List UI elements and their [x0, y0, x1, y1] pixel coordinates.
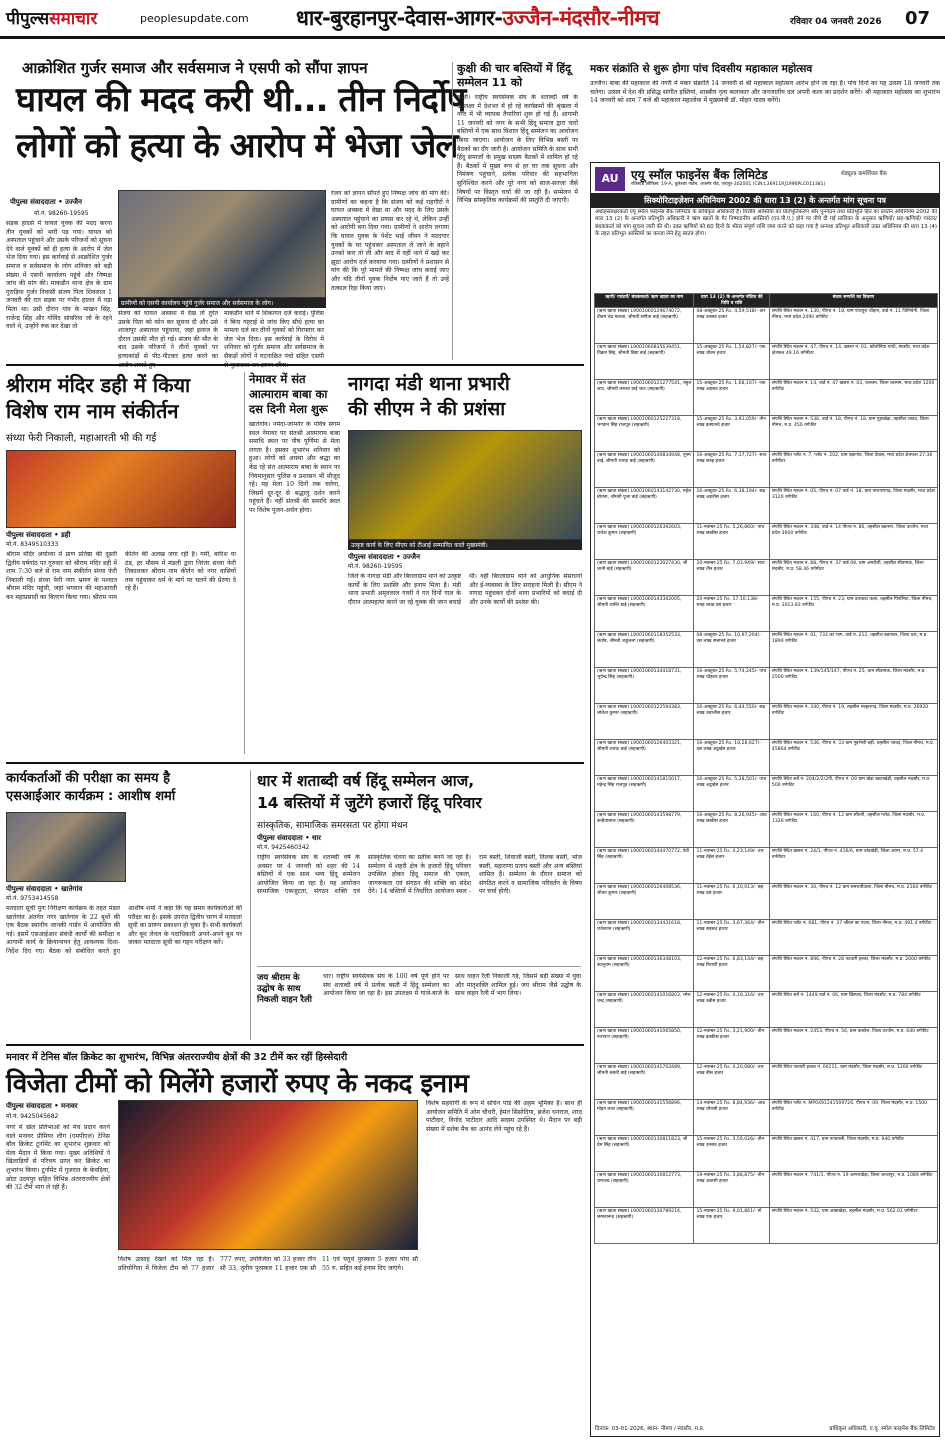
nagda-story [348, 372, 582, 754]
dhar-text: राष्ट्रीय स्वयंसेवक संघ के शताब्दी वर्ष के अवसर पर 4 जनवरी को शहर की 14 बस्तियों में एक साथ भव्य हिंदू सम्मेलन आयोजित किया जा रहा है। यह आयोजन सामाजिक एकजुटता, संगठन शक्ति एवं सांस्कृतिक चेतना का प्रतीक बनने जा रहा है। सम्मेलन में शहरी क्षेत्र के हजारों हिंदू परिवार उपस्थित होकर हिंदू समाज की एकता, जागरूकता एवं संगठन की शक्ति का संदेश देंगे। 14 बस्तियों में निर्धारित आयोजन स्थल - राम बस्ती, शिवाजी बस्ती, तिलक बस्ती, भोज बस्ती, महाराणा प्रताप बस्ती और अन्य बस्तियां शामिल हैं। सम्मेलन के दौरान समाज को संगठित करने व सामाजिक परिवर्तन के विषय पर चर्चा होगी। [257, 854, 582, 896]
masthead-rule [0, 36, 945, 39]
notice-table-row [595, 776, 938, 812]
notice-table-row [595, 992, 938, 1028]
notice-table-header [595, 294, 938, 308]
property-cell: संपत्ति स्थित मकान नं. 348, वार्ड नं. 14 पीएच नं. 80, तहसील बड़नगर, जिला उज्जैन, मध्य प्रदेश 3600 वर्गफीट [769, 524, 937, 560]
cricket-text-2: विशेष उत्साह देखने को मिल रहा है। प्रतियोगिता में विजेता टीम को 77 हजार 777 रुपए, उपविजेता को 33 हजार तीन सौ 33, तृतीय पुरस्कार 11 हजार एक सौ 11 एवं चतुर्थ पुरस्कार 5 हजार पांच सौ 55 रु. सहित कई इनाम दिए जाएंगे। [118, 1256, 418, 1272]
property-cell: संपत्ति स्थित प्लॉट नं. 7, प्लॉट नं. 202, ग्राम बड़ागांव, जिला देवास, मध्य प्रदेश क्षेत्रफल 27.36 वर्गमीटर [769, 452, 937, 488]
borrower-cell: (ऋण खाता संख्या) L9001060141815017, महेन्द्र सिंह राजपूत (सहऋणी) [595, 776, 694, 812]
property-cell: संपत्ति स्थित मकान नं. 130, पीएच नं. 18, ग्राम पांचपुरा चौहान, वार्ड नं. 11 जिनियेगी, जिला नीमच, मध्य प्रदेश 2490 वर्गफीट [769, 308, 937, 344]
notice-date-cell: 20-नवम्बर-25 Rs. 7,03,949/- सात लाख तीन हजार [694, 560, 769, 596]
notice-date-cell: 16-अक्टूबर-25 Rs. 7,17,727/- सात लाख सत्रह हजार [694, 452, 769, 488]
lead-kicker: आक्रोशित गुर्जर समाज और सर्वसमाज ने एसपी को सौंपा ज्ञापन [22, 59, 368, 77]
lead-mobile: मो.नं. 98260-19595 [34, 210, 89, 217]
property-cell: संपत्ति स्थित मकान नं. 05, पीएच नं. 07 वार्ड नं. 18, ग्राम नारायणगढ़, जिला मंदसौर, मध्य प्रदेश 3120 वर्गफीट [769, 488, 937, 524]
bank-notice [590, 162, 940, 1437]
exam-byline-place: खातेगांव [61, 885, 83, 893]
logo-left-text: पीपुल्स [6, 9, 50, 29]
property-cell: संपत्ति स्थित मकान नं. 340, पीएच नं. 19, तहसील मल्हारगढ़, जिला मंदसौर, म.प्र. 26920 वर्गफीट [769, 704, 937, 740]
notice-date-cell: 19-नवम्बर-25 Rs. 3,88,875/- तीन लाख अठासी हजार [694, 1172, 769, 1208]
lead-byline-place: उज्जैन [65, 198, 82, 206]
notice-table-row [595, 1100, 938, 1136]
exam-byline: पीपुल्स संवाददाता • खातेगांव [6, 885, 83, 893]
property-cell: संपत्ति स्थित मकान नं. 896, पीएच नं. 28 पटवारी हल्का, जिला मंदसौर, म.प्र. 2000 वर्गफीट [769, 956, 937, 992]
cricket-byline-name: पीपुल्स संवाददाता [6, 1102, 52, 1110]
property-cell: संपत्ति स्थित मकान नं. 14, वार्ड नं. 47 खसरा नं. 03, रतलाम, जिला रतलाम, मध्य प्रदेश 1200 वर्गफीट [769, 380, 937, 416]
borrower-cell: (ऋण खाता संख्या) L9001060126403321, श्रीमती शारदा बाई (सहऋणी) [595, 740, 694, 776]
mahakal-story [590, 62, 940, 162]
cricket-text-3: विशेष सहयोगी के रूप में सचिन पांडे की अहम भूमिका है। साथ ही आयोजन समिति में ओम चौधरी, हेमंत सिसोदिया, ब्रजेश धनराज, शरद पाटीदार, विनोद पाटीदार आदि सदस्य उपस्थित थे। मैदान पर बड़ी संख्या में दर्शक मैच का आनंद लेने पहुंच रहे हैं। [426, 1100, 582, 1133]
nemawar-text: खातेगांव। नर्मदा-जामनेर के पवित्र संगम स्थल नेमावर पर संतश्री आत्माराम बाबा समाधि स्थल पर पौष पूर्णिमा से मेला लगता है। इसका शुभारंभ शनिवार को हुआ। लोगों को आस्था और श्रद्धा का केंद्र रहे संत आत्माराम बाबा के स्थान पर नियमानुसार पुलिस व प्रशासन भी मौजूद रहे। यह मेला 10 दिनों तक चलेगा, जिसमें दूर-दूर से श्रद्धालु दर्शन करने पहुंचते हैं। वहीं संतश्री की समाधि स्थल पर विशेष पूजन-अर्चन होगा। [249, 421, 340, 514]
logo-right-text: समाचार [49, 9, 98, 29]
cricket-text-1: नगर में खेल प्रतिभाओं को मंच प्रदान करने वाले मनावर प्रीमियर लीग (एमपीएल) टेनिस बॉल क्रिकेट टूर्नामेंट का शुभारंभ शुक्रवार को मेला मैदान में किया गया। मुख्य अतिथियों ने खिलाड़ियों से परिचय प्राप्त कर क्रिकेट का शुभारंभ किया। टूर्नामेंट में गुजरात के केवड़िया, छोटा उदयपुर सहित विभिन्न अंतरराज्यीय क्षेत्रों की 32 टीमें भाग ले रही हैं। [6, 1124, 110, 1192]
notice-date-cell: 12-नवम्बर-25 Rs. 4,19,316/- चार लाख उन्नीस हजार [694, 992, 769, 1028]
borrower-cell: (ऋण खाता संख्या) L9001060125227318, भगवान सिंह राजपूत (सहऋणी) [595, 416, 694, 452]
borrower-cell: (ऋण खाता संख्या) L9001060141703489, श्रीमती बसंती बाई (सहऋणी) [595, 1064, 694, 1100]
masthead [0, 0, 945, 40]
lead-col-2: संजय को घायल अवस्था में देख तो तुरंत उसके पिता को फोन कर सूचना दी और उसे शाजापुर अस्पताल पहुंचाया, जहां इलाज के दौरान उसकी मौत हो गई। संजय की मौत के बाद उसके परिजनों ने तीनों युवकों पर हत्याकांड़ों से पीट-पीटकर हत्या करने का [118, 310, 218, 360]
lead-photo-caption: ग्रामीणों को एसपी कार्यालय पहुंचे गुर्जर समाज और सर्वसमाज के लोग। [118, 298, 326, 308]
property-cell: संपत्ति स्थित मकान नं. 139/145/147, पीएच नं. 25, ग्राम सीतामऊ, जिला मंदसौर, म.प्र. 2500 वर्गफीट [769, 668, 937, 704]
notice-table-row [595, 1028, 938, 1064]
dhar-sub: सांस्कृतिक, सामाजिक समरसता पर होगा मंथन [257, 821, 408, 831]
lead-col-4: रंजन को ज्ञापन सौंपते हुए निष्पक्ष जांच की मांग की। ग्रामीणों का कहना है कि संजय को कई राहगीरों ने घायल अवस्था में देखा था और मदद के लिए उसके अस्पताल पहुंचाने का प्रयास कर रहे थे, लेकिन उन्हीं को आरोपी बना दिया गया। ग्रामीणों ने आरोप लगाया कि घायल युवक के पेशेंट भाई जीवन ने मददगार युवकों के घर पहुंचकर अस्पताल ले जाने के बहाने उनको कार तो ली और बाद में वहीं थाने में खड़े कर झूठा आरोप दर्ज करवाया गया। ग्रामीणों ने प्रशासन से मांग की कि पूरे मामले की निष्पक्ष जांच कराई जाए और यदि तीनों युवक निर्दोष पाए जाते हैं तो उन्हें तत्काल रिहा किया जाए। [331, 190, 449, 292]
notice-date-cell: 15-अक्टूबर-25 Rs. 1,54,827/- एक लाख चौवन हजार [694, 344, 769, 380]
nagda-headline-1: नागदा मंडी थाना प्रभारी [348, 373, 510, 395]
lead-byline-name: पीपुल्स संवाददाता [10, 198, 56, 206]
notice-date-cell: 12-नवम्बर-25 Rs. 3,21,900/- तीन लाख इक्कीस हजार [694, 1028, 769, 1064]
notice-table-row [595, 632, 938, 668]
notice-date-cell: 20-नवम्बर-25 Rs. 17,10,138/- सत्रह लाख दस हजार [694, 596, 769, 632]
borrower-cell: (ऋण खाता संख्या) L9001060134418731, भूपेन्द्र सिंह (सहऋणी) [595, 668, 694, 704]
notice-date-cell: 11-नवम्बर-25 Rs. 4,23,149/- चार लाख तेईस हजार [694, 848, 769, 884]
property-cell: संपत्ति स्थित प्लॉट नं. MP0491241509726, पीएच नं. 09, जिला मंदसौर, म.प्र. 1500 वर्गफीट [769, 1100, 937, 1136]
borrower-cell: (ऋण खाता संख्या) L9001060122027430, श्री शानी बाई (सहऋणी) [595, 560, 694, 596]
property-cell: संपत्ति स्थित मकान नं. 47, पीएच नं. 14, खसरा नं. 03, कॉलोनिया गांधी, मंदसौर, मध्य प्रदेश क्षेत्रफल 49.16 वर्गमीटर [769, 344, 937, 380]
page-number: 07 [905, 8, 931, 29]
ram-mobile: मो.नं. 8349510333 [6, 541, 59, 548]
exam-headline-1: कार्यकर्ताओं की परीक्षा का समय है [6, 771, 171, 786]
dhar-headline-1: धार में शताब्दी वर्ष हिंदू सम्मेलन आज, [257, 772, 475, 790]
region-title [296, 4, 659, 32]
dhar-mobile: मो.नं. 9425460342 [257, 844, 310, 851]
notice-table-row [595, 452, 938, 488]
notice-table-row [595, 1208, 938, 1244]
property-cell: संपत्ति स्थित मकान नं. 536, वार्ड नं. 18, पीएच नं. 18, ग्राम गुड़ाखेड़ा, तहसील जावद, जिला नीमच, म.प्र. 456 वर्गफीट [769, 416, 937, 452]
region-title-red: उज्जैन-मंदसौर-नीमच [502, 6, 660, 30]
property-cell: संपत्ति स्थित मकान नं. 30, पीएच नं. 12 ग्राम समरातीवाला, जिला नीमच, म.प्र. 2160 वर्गफीट [769, 884, 937, 920]
nagda-byline: पीपुल्स संवाददाता • उज्जैन [348, 553, 420, 561]
notice-table-row [595, 884, 938, 920]
dhar-story [250, 770, 582, 1040]
cricket-byline: पीपुल्स संवाददाता • मनावर [6, 1102, 78, 1110]
notice-table-row [595, 344, 938, 380]
exam-text: मतदाता सूची पुनः निरीक्षण कार्यक्रम के तहत मंडल खातेगांव अंतर्गत नगर खातेगांव के 22 बूथों की एक बैठक स्थानीय जानकी गार्डन में आयोजित की गई। इसमें एसआईआर संबंधी कार्यों की समीक्षा व आगामी कार्य के क्रियान्वयन हेतु आवश्यक दिशा-निर्देश दिए गए। बैठक को संबोधित करते हुए आशीष शर्मा ने कहा कि यह समय कार्यकर्ताओं की परीक्षा का है। इसके उपरांत द्वितीय चरण में मतदाता सूची का प्रारूप प्रकाशन हो चुका है। सभी कार्यकर्ता और बूथ लेवल के पदाधिकारी अपने-अपने बूथ पर जाकर मतदाता सूची का गहन परीक्षण करें। [6, 905, 242, 955]
cricket-photo [118, 1100, 418, 1250]
notice-footer-sign: प्राधिकृत अधिकारी, ए.यू. स्मॉल फाइनेंस बैंक लिमिटेड [829, 1426, 935, 1432]
lead-photo [118, 190, 326, 298]
property-cell: संपत्ति स्थित खसरा नं. 24/1, पीएच नं. 416/6, ग्राम चांदखेड़ी, जिला आगर, म.प्र. 57.4 वर्गमीटर [769, 848, 937, 884]
notice-table-row [595, 812, 938, 848]
notice-table-row [595, 704, 938, 740]
borrower-cell: (ऋण खाता संख्या) L9001060129674072, प्रीतम चंद्र मालवा, श्रीमती संगीता बाई (सहऋणी) [595, 308, 694, 344]
property-cell: संपत्ति स्थित मकान नं. 88, पीएच नं. 37 वार्ड 09, ग्राम अमरौली, तहसील सीतामऊ, जिला मंदसौर, म.प्र. 58.46 वर्गमीटर [769, 560, 937, 596]
cricket-byline-place: मनावर [61, 1102, 78, 1110]
exam-mobile: मो.नं. 9753414558 [6, 895, 59, 902]
section-rule-3 [6, 1044, 584, 1046]
notice-date-cell: 16-अक्टूबर-25 Rs. 5,74,245/- पांच लाख चौहत्तर हजार [694, 668, 769, 704]
notice-table-row [595, 524, 938, 560]
lead-headline-1: घायल की मदद करी थी... तीन निर्दोष [16, 80, 466, 120]
nemawar-headline: नेमावर में संत आत्माराम बाबा का दस दिनी मेला शुरू [249, 372, 328, 416]
mahakal-text: उज्जैन। बाबा की महाकाल की नगरी में मकर संक्रांति 14 जनवरी से श्री महाकाल महोत्सव आरंभ होने जा रहा है। पांच दिनों का यह उत्सव 18 जनवरी तक चलेगा। उत्सव में देश की प्रसिद्ध सांगीत हस्तियां, शास्त्रीय नृत्य कलाकार और जनजातीय दल अपनी कला का प्रदर्शन करेंगे। श्री महाकाल महोत्सव का शुभारंभ 14 जनवरी को शाम 7 बजे श्री महाकाल महालोक में मुख्यमंत्री डॉ. मोहन यादव करेंगे। [590, 80, 940, 105]
cricket-story [6, 1050, 584, 1440]
borrower-cell: (ऋण खाता संख्या) L9001060141016803, रमेश चन्द्र (सहऋणी) [595, 992, 694, 1028]
borrower-cell: (ऋण खाता संख्या) L9001060136348103, कालूराम (सहऋणी) [595, 956, 694, 992]
nagda-text: जिले के नागदा मंडी और बिरलाग्राम थाने को उत्कृष्ट कार्यों के लिए प्रशस्ति और इनाम मिला है। मंडी थाना प्रभारी अमृतलाल गवरी ने गत दिनों गाल के दौरान आत्महत्या करने जा रहे युवक की जान बचाई थी। वहीं बिरलाग्राम थाने को आधुनिक संसाधनों और ई-व्यवस्था के लिए सराहना मिली है। सीएम ने नागदा पहुंचकर दोनों थाना प्रभारियों को बधाई दी और उनके कार्यों की प्रशंसा की। [348, 573, 582, 606]
property-cell: संपत्ति स्थित खसरा नं. 417, ग्राम रूपावली, जिला मंदसौर, म.प्र. 940 वर्गफीट [769, 1136, 937, 1172]
dhar-rally-box [257, 966, 581, 1036]
kukshi-text: कुक्षी। राष्ट्रीय स्वयंसेवक संघ के शताब्दी वर्ष के उपलक्ष्य में देशभर में हो रहे कार्यक्रमों की श्रृंखला में नगर में भी व्यापक तैयारियां शुरू हो गई हैं। आगामी 11 जनवरी को नगर के सभी हिंदू समाज द्वारा चारों बस्तियों में एक साथ विशाल हिंदू सम्मेलन का आयोजन किया जाएगा। आयोजन के लिए विभिन्न बस्ती पर बैठकों का दौर जारी है। आयोजन समिति के साथ सभी हिंदू समाजों के प्रमुख सदस्य बैठकों में शामिल हो रहे हैं। बैठकों में मुख्य रूप से हर घर तक सूचना और निमंत्रण पहुंचाने, प्रत्येक परिवार की सहभागिता सुनिश्चित करने और पूरे नगर को साज-सज्जा जैसे विषयों पर विस्तृत चर्चा की जा रही है। सम्मेलन में विभिन्न सांस्कृतिक कार्यक्रमों की प्रस्तुति दी जाएगी। [457, 94, 578, 205]
notice-date-cell: 16-अक्टूबर-25 Rs. 5,28,501/- पांच लाख अट्ठाईस हजार [694, 776, 769, 812]
notice-table-wrap [594, 293, 938, 1244]
notice-table-row [595, 596, 938, 632]
ram-byline-place: डही [61, 531, 71, 539]
property-cell: संपत्ति स्थित मकान नं. 155, पीएच नं. 23, ग्राम दलावदा कलां, तहसील पिपलिया, जिला नीमच, म.प्र. 3013.83 वर्गफीट [769, 596, 937, 632]
ram-headline-2: विशेष राम नाम संकीर्तन [6, 399, 179, 423]
exam-byline-name: पीपुल्स संवाददाता [6, 885, 52, 893]
borrower-cell: (ऋण खाता संख्या) L9001060835639451, विक्रम सिंह, श्रीमती विद्या बाई (सहऋणी) [595, 344, 694, 380]
nagda-mobile: मो.नं. 98260-19595 [348, 563, 403, 570]
property-cell: संपत्ति स्थित मकान नं. 01, 733 का भाग, वार्ड नं. 212, तहसील बदनावर, जिला धार, म.प्र. 1890 वर्गफीट [769, 632, 937, 668]
property-cell: संपत्ति स्थित पटवारी हल्का नं. 00111, ग्राम मंदसौर, जिला मंदसौर, म.प्र. 1200 वर्गफीट [769, 1064, 937, 1100]
nagda-headline-2: की सीएम ने की प्रशंसा [348, 398, 506, 420]
ram-text: श्रीराम मंदिर अयोध्या में प्राण प्रतिष्ठा की दूसरी द्वितीय वर्षगांठ पर गुरुवार को श्रीराम मंदिर डही में शाम 7:30 बजे से राम नाम संकीर्तन संध्या फेरी निकाली गई। संध्या फेरी नगर भ्रमण के पश्चात श्रीराम मंदिर पहुंची, जहां भगवान की महाआरती कर महाप्रसादी का वितरण किया गया। श्रीराम नाम कीर्तन की अलख जगा रही है। गर्मी, बारिश या ठंड, हर मौसम में मंडली द्वारा निरंतर संध्या फेरी निकालकर श्रीराम नाम कीर्तन को नगर वासियों तक पहुंचाकर धर्म के मार्ग पर चलने की प्रेरणा दे रहे हैं। [6, 551, 236, 601]
header-notice-date: धारा 13 (2) के अन्तर्गत नोटिस की तिथि व राशि [694, 294, 769, 308]
notice-date-cell: 11-नवम्बर-25 Rs. 3,67,364/- तीन लाख सड़सठ हजार [694, 920, 769, 956]
notice-date-cell: 15-नवम्बर-25 Rs. 3,59,026/- तीन लाख उनसठ हजार [694, 1136, 769, 1172]
notice-date-cell: 12-नवम्बर-25 Rs. 6,83,144/- छह लाख तिरासी हजार [694, 956, 769, 992]
region-title-black: धार-बुरहानपुर-देवास-आगर- [296, 6, 503, 30]
bank-name: एयू स्मॉल फाइनेंस बैंक लिमिटेड [631, 168, 768, 182]
notice-table-row [595, 920, 938, 956]
borrower-cell: (ऋण खाता संख्या) L9001060134431618, राधेश्याम (सहऋणी) [595, 920, 694, 956]
notice-table-row [595, 560, 938, 596]
ram-story [6, 372, 236, 754]
website-text: peoplesupdate.com [140, 12, 249, 25]
notice-table-row [595, 380, 938, 416]
notice-intro: अधोहस्ताक्षरकर्ता एयू स्मॉल फाइनेंस बैंक लिमिटेड के प्राधिकृत अधिकारी है। वित्तीय आस्तियों का प्रतिभूतिकरण और पुनर्गठन तथा प्रतिभूति हित का प्रवर्तन अधिनियम 2002 की धारा 13 (2) के अन्तर्गत प्रतिभूति अधिकारी ने ऋण खातों के गैर निष्पादनीय आस्तियों (एन.पी.ए.) होने पर नीचे दी गई तालिका के अनुसार ऋणियों/ सह-ऋणियों/ गारंटर/ बंधककर्ता को मांग सूचना जारी की थी। उक्त ऋणियों को 60 दिनों के भीतर संपूर्ण राशि जमा करने को कहा गया है अन्यथा प्रतिभूत अधिकारी उक्त अधिनियम की धारा 13 (4) के तहत प्रतिभूत आस्तियों का कब्जा लेने हेतु स्वतंत्र होगा। [595, 209, 937, 238]
exam-photo [6, 812, 126, 882]
property-cell: संपत्ति स्थित प्लॉट नं. 681, पीएच नं. 37 जीवन का पाला, जिला नीमच, म.प्र. 491.4 वर्गफीट [769, 920, 937, 956]
notice-date-cell: 14-नवम्बर-25 Rs. 8,84,936/- आठ लाख चौरासी हजार [694, 1100, 769, 1136]
borrower-cell: (ऋण खाता संख्या) L9001060143598779, कन्हैयालाल (सहऋणी) [595, 812, 694, 848]
notice-table-row [595, 740, 938, 776]
ram-photo [6, 450, 236, 528]
header-borrower: ऋणी/ गारंटरों/ बंधककर्ता/ ऋण खाता का नाम [595, 294, 694, 308]
notice-date-cell: 11-नवम्बर-25 Rs. 6,10,013/- छह लाख दस हजार [694, 884, 769, 920]
property-cell: संपत्ति स्थित मकान नं. 532, ग्राम आंबाखेड़ा, तहसील मंदसौर, म.प्र. 562.01 वर्गमीटर [769, 1208, 937, 1244]
notice-date-cell: 15-अक्टूबर-25 Rs. 1,68,107/- एक लाख अड़सठ हजार [694, 380, 769, 416]
property-cell: संपत्ति स्थित सर्वे नं. 1449 वार्ड नं. 06, ग्राम खिमला, जिला मंदसौर, म.प्र. 784 वर्गफीट [769, 992, 937, 1028]
nagda-photo [348, 430, 582, 540]
mahakal-headline: मकर संक्रांति से शुरू होगा पांच दिवसीय महाकाल महोत्सव [590, 63, 813, 75]
nagda-byline-name: पीपुल्स संवाददाता [348, 553, 394, 561]
dhar-headline-2: 14 बस्तियों में जुटेंगे हजारों हिंदू परिवार [257, 794, 482, 812]
borrower-cell: (ऋण खाता संख्या) L9001060130811823, श्री प्रेम सिंह (सहऋणी) [595, 1136, 694, 1172]
notice-date-cell: 08-अक्टूबर-25 Rs. 4,59,518/- चार लाख उनसठ हजार [694, 308, 769, 344]
property-cell: संपत्ति स्थित मकान नं. 2453, पीएच नं. 56, ग्राम ककोल, जिला उज्जैन, म.प्र. 640 वर्गफीट [769, 1028, 937, 1064]
cricket-headline: विजेता टीमों को मिलेंगे हजारों रुपए के नकद इनाम [6, 1069, 469, 1099]
au-bank-logo-icon [595, 167, 625, 191]
notice-date-cell: 11-नवम्बर-25 Rs. 5,26,860/- पांच लाख छब्बीस हजार [694, 524, 769, 560]
borrower-cell: (ऋण खाता संख्या) L9001060126392603, राजेश कुमार (सहऋणी) [595, 524, 694, 560]
exam-story [6, 770, 242, 1030]
section-rule-1 [6, 364, 584, 366]
notice-table-row [595, 848, 938, 884]
notice-footer-place: दिनांक: 03-01-2026, स्थान- नीमच / मंदसौर, म.प्र. [595, 1426, 705, 1432]
notice-date-cell: 16-अक्टूबर-25 Rs. 6,38,194/- छह लाख अड़तीस हजार [694, 488, 769, 524]
dhar-byline-name: पीपुल्स संवाददाता [257, 834, 303, 842]
cricket-kicker: मनावर में टेनिस बॉल क्रिकेट का शुभारंभ, विभिन्न अंतरराज्यीय क्षेत्रों की 32 टीमें कर रहीं हिस्सेदारी [6, 1052, 348, 1063]
au-logo-text: AU [601, 172, 619, 185]
borrower-cell: (ऋण खाता संख्या) L9001060130789214, समानानन्द (सहऋणी) [595, 1208, 694, 1244]
kukshi-headline: कुक्षी की चार बस्तियों में हिंदू सम्मेलन 11 को [457, 62, 571, 89]
ram-sub: संध्या फेरी निकाली, महाआरती भी की गई [6, 433, 157, 444]
property-cell: संपत्ति स्थित सर्वे नं. 204/2/2/2पी, पीएच नं. 09 ग्राम खेड़ा खाटाखेड़ी, तहसील मंदसौर, म.प्र. 500 वर्गफीट [769, 776, 937, 812]
issue-date: रविवार 04 जनवरी 2026 [790, 17, 882, 27]
lead-col-3: माकडौन थाने में शिकायत दर्ज कराई। पुलिस ने बिना गहराई से जांच किए सीधे हत्या का मामला दर्ज कर तीनों युवकों को गिरफ्तार कर जेल भेज दिया। इस कार्रवाई के विरोध में शनिवार को गुर्जर समाज और सर्वसमाज के सैकड़ों लोगों ने घटनाक्रित पंचो सहित एसपी [224, 310, 324, 360]
borrower-cell: (ऋण खाता संख्या) L9001060130812773, रामचन्द्र (सहऋणी) [595, 1172, 694, 1208]
section-rule-2 [6, 762, 584, 764]
dhar-box-text: धार। राष्ट्रीय स्वयंसेवक संघ के 100 वर्ष पूर्ण होने पर संघ शताब्दी वर्ष में प्रत्येक बस्ती में हिंदू सम्मेलन का आयोजन किया जा रहा है। इस उपलक्ष्य में गाजे-बाजे के साथ वाहन रैली निकाली गई, जिसमें बड़ी संख्या में युवा और मातृशक्ति शामिल हुई। जय श्रीराम जैसे उद्घोष के साथ वाहन रैली में भाग लिया। [323, 973, 581, 998]
dhar-box-label: जय श्रीराम के उद्घोष के साथ निकली वाहन रैली [257, 973, 312, 1005]
borrower-cell: (ऋण खाता संख्या) L9001060141065850, नारायण (सहऋणी) [595, 1028, 694, 1064]
nagda-photo-caption: उत्कृष्ट कार्य के लिए सीएम को टीआई सम्मानित करते मुख्यमंत्री। [348, 540, 582, 550]
lead-headline-2: लोगों को हत्या के आरोप में भेजा जेल [16, 126, 458, 166]
borrower-cell: (ऋण खाता संख्या) L9001060143302005, श्रीमती शान्ति बाई (सहऋणी) [595, 596, 694, 632]
notice-date-cell: 16-अक्टूबर-25 Rs. 10,28,627/- दस लाख अट्ठाईस हजार [694, 740, 769, 776]
notice-table-row [595, 488, 938, 524]
notice-table-row [595, 308, 938, 344]
bank-sub: शेड्यूल्ड कमर्शियल बैंक [841, 171, 887, 177]
cricket-mobile: मो.नं. 9425045682 [6, 1113, 59, 1120]
property-cell: संपत्ति स्थित मकान नं. 536, पीएच नं. 33 ग्राम गुड़भेली बड़ी, तहसील जावद, जिला नीमच, म.प्र. 45864 वर्गफीट [769, 740, 937, 776]
notice-date-cell: 12-नवम्बर-25 Rs. 4,20,080/- चार लाख बीस हजार [694, 1064, 769, 1100]
borrower-cell: (ऋण खाता संख्या) L9001060144470772, देवी सिंह (सहऋणी) [595, 848, 694, 884]
kukshi-story [452, 62, 578, 360]
lead-col-1: सड़क हादसे में घायल युवक की मदद करना तीन युवकों को भारी पड़ गया। घायल को अस्पताल पहुंचाने और उसके परिजनों को सूचना देने वाले युवकों को ही हत्या के आरोप में जेल भेज दिया गया। इस कार्रवाई से आक्रोशित गुर्जर समाज व सर्वसमाज के लोग शनिवार को बड़ी संख्या में एसपी कार्यालय पहुंचे और निष्पक्ष जांच की मांग की। माकडौन थाना क्षेत्र के ग्राम गुराड़िया गुर्जर निवासी संजय पिता शिवलाल 1 जनवरी की रात सड़क पर गंभीर हालत में पड़ा मिला था। उसी दौरान गांव के माखन सिंह, राजेन्द्र सिंह और गोविंद सांवरिया जो के रहने वाले थे, उन्होंने रुक कर देखा तो [6, 220, 112, 331]
notice-table-row [595, 1064, 938, 1100]
dhar-byline: पीपुल्स संवाददाता • धार [257, 834, 322, 842]
lead-byline: पीपुल्स संवाददाता • उज्जैन [10, 198, 82, 206]
property-cell: संपत्ति स्थित मकान नं. 160, पीएच नं. 12 ग्राम सौंधनी, तहसील गरोठ, जिला मंदसौर, म.प्र. 1326 वर्गफीट [769, 812, 937, 848]
notice-table-row [595, 1172, 938, 1208]
paper-logo [6, 6, 97, 29]
notice-date-cell: 15-अक्टूबर-25 Rs. 3,91,059/- तीन लाख इक्यानवे हजार [694, 416, 769, 452]
nemawar-story [244, 372, 340, 754]
ram-byline-name: पीपुल्स संवाददाता [6, 531, 52, 539]
borrower-cell: (ऋण खाता संख्या) L9001060143142730, महेश बोराना, श्रीमती पूजा बाई (सहऋणी) [595, 488, 694, 524]
exam-headline-2: एसआईआर कार्यक्रम : आशीष शर्मा [6, 789, 176, 804]
notice-date-cell: 16-अक्टूबर-25 Rs. 8,26,945/- आठ लाख छब्बीस हजार [694, 812, 769, 848]
property-cell: संपत्ति स्थित मकान नं. 741/1, पीएच नं. 19 आगराखेड़ा, जिला शाजापुर, म.प्र. 1089 वर्गफीट [769, 1172, 937, 1208]
notice-table-row [595, 1136, 938, 1172]
borrower-cell: (ऋण खाता संख्या) L9001060140834948, पूनम बाई, श्रीमती शारदा बाई (सहऋणी) [595, 452, 694, 488]
notice-date-cell: 15-नवम्बर-25 Rs. 9,01,861/- नौ लाख एक हजार [694, 1208, 769, 1244]
borrower-cell: (ऋण खाता संख्या) L9001060121277541, राहुल जाट, श्रीमती कमला बाई जाट (सहऋणी) [595, 380, 694, 416]
reg-office: रजिस्टर्ड ऑफिस: 19-A, धुलेश्वर गार्डन, अजमेर रोड, जयपुर-302001 (CIN:L36911RJ1996PLC011381) [631, 182, 826, 187]
notice-date-cell: 08-अक्टूबर-25 Rs. 10,97,204/- दस लाख सत्तानवे हजार [694, 632, 769, 668]
notice-table-row [595, 416, 938, 452]
header-property: बंधक सम्पत्ति का विवरण [769, 294, 937, 308]
borrower-cell: (ऋण खाता संख्या) L9001060122594383, लोकेश कुमार (सहऋणी) [595, 704, 694, 740]
dhar-byline-place: धार [312, 834, 322, 842]
notice-table-row [595, 956, 938, 992]
notice-table-row [595, 668, 938, 704]
ram-headline-1: श्रीराम मंदिर डही में किया [6, 373, 191, 397]
borrower-cell: (ऋण खाता संख्या) L9001060141556896, मोहन लाल (सहऋणी) [595, 1100, 694, 1136]
borrower-cell: (ऋण खाता संख्या) L9001060118352533, संतोष, श्रीमती शकुंतला (सहऋणी) [595, 632, 694, 668]
ram-byline: पीपुल्स संवाददाता • डही [6, 531, 71, 539]
borrower-cell: (ऋण खाता संख्या) L9001060126408536, जीवन कुमार (सहऋणी) [595, 884, 694, 920]
nagda-byline-place: उज्जैन [403, 553, 420, 561]
notice-date-cell: 16-अक्टूबर-25 Rs. 6,44,550/- छह लाख चवालीस हजार [694, 704, 769, 740]
notice-table [594, 293, 938, 1244]
notice-title: सिक्योरिटाइज़ेशन अधिनियम 2002 की धारा 13 (2) के अन्तर्गत मांग सूचना पत्र [591, 193, 939, 208]
